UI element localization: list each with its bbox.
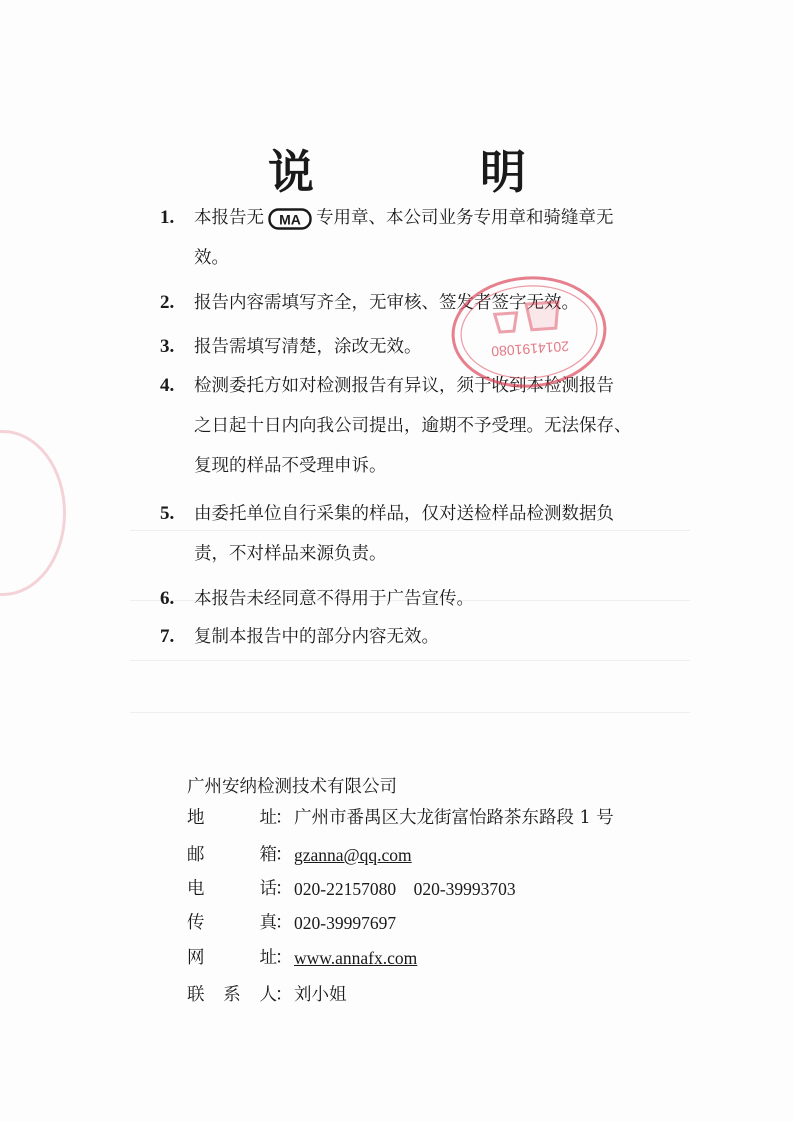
- list-item: [160, 579, 700, 619]
- address-value: 广州市番禺区大龙街富怡路茶东路段 1 号: [294, 808, 614, 828]
- contact-label: 网 址: [187, 948, 277, 968]
- item-number: 7.: [160, 626, 175, 647]
- item-text: 检测委托方如对检测报告有异议，须于收到本检测报告: [194, 376, 614, 396]
- item-text: 报告需填写清楚，涂改无效。: [194, 337, 422, 357]
- contact-label: 联 系 人: [187, 985, 277, 1005]
- bleed-line: [130, 712, 690, 713]
- list-item: [160, 198, 700, 278]
- item-number: 4.: [160, 375, 175, 396]
- item-text: 复现的样品不受理申诉。: [194, 456, 387, 476]
- list-item: [160, 617, 700, 657]
- bleed-line: [130, 660, 690, 661]
- item-text: 复制本报告中的部分内容无效。: [194, 627, 439, 647]
- bleed-seal-left: [0, 430, 66, 596]
- list-item: [160, 327, 700, 367]
- item-text: 本报告未经同意不得用于广告宣传。: [194, 589, 474, 609]
- company-seal-stamp: [444, 266, 614, 397]
- fax-value: 020-39997697: [294, 913, 397, 933]
- item-number: 6.: [160, 588, 175, 609]
- item-number: 3.: [160, 336, 175, 357]
- contact-person-value: 刘小姐: [294, 985, 347, 1005]
- item-text: 效。: [194, 248, 229, 268]
- email-link[interactable]: gzanna@qq.com: [294, 845, 412, 865]
- item-text: 报告内容需填写齐全，无审核、签发者签字无效。: [194, 293, 579, 313]
- list-item: [160, 366, 700, 486]
- svg-text:MA: MA: [279, 211, 301, 227]
- page-title: 说 明: [268, 145, 586, 199]
- contact-label: 电 话: [187, 879, 277, 899]
- list-item: [160, 494, 700, 574]
- item-text: 由委托单位自行采集的样品，仅对送检样品检测数据负: [194, 504, 614, 524]
- contact-label: 邮 箱: [187, 845, 277, 865]
- phone-value: 020-22157080 020-39993703: [294, 879, 516, 899]
- item-text: 本报告无: [194, 208, 264, 228]
- website-link[interactable]: www.annafx.com: [294, 948, 418, 968]
- cma-mark-icon: [268, 208, 312, 230]
- item-text: 责，不对样品来源负责。: [194, 544, 387, 564]
- svg-text:2014191080: 2014191080: [490, 338, 570, 360]
- item-number: 1.: [160, 207, 175, 228]
- list-item: [160, 283, 700, 323]
- contact-label: 传 真: [187, 913, 277, 933]
- contact-label: 地 址: [187, 808, 277, 828]
- document-page: 说 明 1. 本报告无 MA 专用章、本公司业务专用章和骑缝章无 效。 2. 报告内容需填写齐全，无审核、签发者签字无效。 3. 报告需填写清楚，涂改无效。 4. 检测委托方如对检测报告有异议，须于收到本检测报告 之日起十日内向我公司提出，逾期不予受理。无法保存、 复现的样品不受理申诉。 5. 由委托单位自行采集的样品，仅对送检样品检测数据负 责，不对样品来源负责。 6. 本报告未经同意不得用于广告宣传。 7. 复制本报告中的部分内容无效。 2014191080 广州安纳检测技术有限公司 地 址 ： 广州市番禺区大龙街富怡路茶东路段 1 号 邮 箱 ： gzanna@qq.com 电 话 ： 020-22157080 020-39993703 传 真 ： 020-39997697 网 址 ： www.annafx.com 联 系 人 ： 刘小姐: [0, 0, 794, 1122]
- item-number: 2.: [160, 292, 175, 313]
- company-name: 广州安纳检测技术有限公司: [187, 777, 397, 797]
- item-text: 之日起十日内向我公司提出，逾期不予受理。无法保存、: [194, 416, 632, 436]
- item-number: 5.: [160, 503, 175, 524]
- item-text: 专用章、本公司业务专用章和骑缝章无: [316, 208, 614, 228]
